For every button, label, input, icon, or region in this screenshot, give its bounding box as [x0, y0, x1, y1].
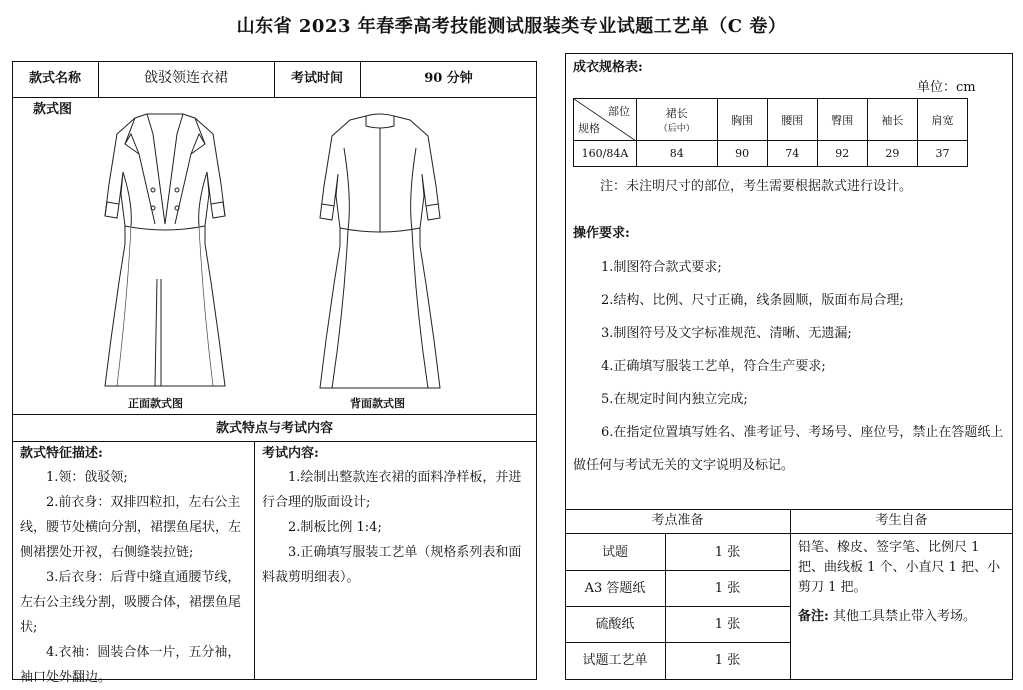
spec-note: 注：未注明尺寸的部位，考生需要根据款式进行设计。 [600, 179, 913, 194]
features-section-title: 款式特点与考试内容 [215, 421, 333, 436]
feature-item: 1.领：戗驳领; [46, 470, 128, 485]
prep-qty: 1 张 [714, 653, 741, 668]
prep-item: A3 答题纸 [584, 581, 646, 596]
exam-time-label: 考试时间 [290, 71, 343, 86]
prep-header-left: 考点准备 [651, 513, 704, 528]
exam-content-item: 1.绘制出整款连衣裙的面料净样板，并进行合理的版面设计; [262, 470, 522, 510]
requirement-item: 2.结构、比例、尺寸正确，线条圆顺，版面布局合理; [601, 293, 904, 308]
prep-qty: 1 张 [714, 545, 741, 560]
self-prep-text: 铅笔、橡皮、签字笔、比例尺 1 把、曲线板 1 个、小直尺 1 把、小剪刀 1 把。 [798, 540, 1001, 595]
front-caption: 正面款式图 [128, 397, 183, 410]
spec-header-spec: 规格 [578, 122, 600, 135]
remark-label: 备注: [798, 609, 829, 624]
back-caption: 背面款式图 [350, 397, 405, 410]
exam-content-item: 3.正确填写服装工艺单（规格系列表和面料裁剪明细表）。 [262, 545, 522, 585]
prep-header-right: 考生自备 [875, 513, 928, 528]
spec-value: 74 [767, 141, 817, 167]
feature-item: 3.后衣身：后背中缝直通腰节线，左右公主线分割，吸腰合体，裙摆鱼尾状; [20, 570, 242, 635]
spec-value: 84 [637, 141, 718, 167]
prep-qty: 1 张 [714, 581, 741, 596]
exam-content-item: 2.制板比例 1:4; [288, 520, 382, 535]
prep-item: 试题工艺单 [582, 653, 648, 668]
requirement-item: 6.在指定位置填写姓名、准考证号、考场号、座位号，禁止在答题纸上做任何与考试无关的文字说明及标记。 [573, 425, 1004, 473]
requirements-heading: 操作要求: [573, 226, 630, 241]
spec-col-header: 袖长 [867, 99, 917, 141]
prep-item: 试题 [601, 545, 628, 560]
style-name-value: 戗驳领连衣裙 [144, 70, 228, 86]
spec-col-header: 裙长 （后中） [637, 99, 718, 141]
requirement-item: 5.在规定时间内独立完成; [601, 392, 748, 407]
exam-time-value: 90 分钟 [424, 71, 473, 86]
requirements-list [573, 251, 1007, 482]
back-dress-sketch [310, 108, 450, 396]
spec-header-part: 部位 [608, 105, 630, 118]
feature-item: 4.衣袖：圆装合体一片，五分袖，袖口处外翻边。 [20, 645, 241, 685]
front-dress-sketch [95, 104, 235, 394]
spec-table [573, 98, 968, 167]
spec-col-header: 肩宽 [917, 99, 967, 141]
spec-value: 90 [717, 141, 767, 167]
spec-value: 37 [917, 141, 967, 167]
spec-value: 92 [817, 141, 867, 167]
spec-header-corner [574, 99, 637, 141]
feature-item: 2.前衣身：双排四粒扣，左右公主线，腰节处横向分割，裙摆鱼尾状，左侧裙摆处开衩，右侧缝装拉链; [20, 495, 242, 560]
features-heading: 款式特征描述: [20, 446, 103, 461]
spec-col-header: 胸围 [717, 99, 767, 141]
spec-unit: 单位：cm [917, 80, 976, 95]
requirement-item: 1.制图符合款式要求; [601, 260, 722, 275]
exam-content-list [262, 465, 532, 590]
prep-item: 硫酸纸 [595, 617, 635, 632]
spec-col-header: 腰围 [767, 99, 817, 141]
spec-size: 160/84A [574, 141, 637, 167]
style-name-label: 款式名称 [28, 71, 81, 86]
remark-text: 其他工具禁止带入考场。 [832, 609, 976, 624]
sketch-label: 款式图 [33, 102, 73, 117]
exam-content-heading: 考试内容: [262, 446, 319, 461]
requirement-item: 4.正确填写服装工艺单，符合生产要求; [601, 359, 826, 374]
prep-remark [798, 609, 1008, 625]
requirement-item: 3.制图符号及文字标准规范、清晰、无遗漏; [601, 326, 852, 341]
spec-value: 29 [867, 141, 917, 167]
prep-qty: 1 张 [714, 617, 741, 632]
page-title: 山东省 2023 年春季高考技能测试服装类专业试题工艺单（C 卷） [236, 16, 787, 37]
spec-col-header: 臀围 [817, 99, 867, 141]
features-list [20, 465, 248, 690]
spec-heading: 成衣规格表: [573, 60, 643, 75]
